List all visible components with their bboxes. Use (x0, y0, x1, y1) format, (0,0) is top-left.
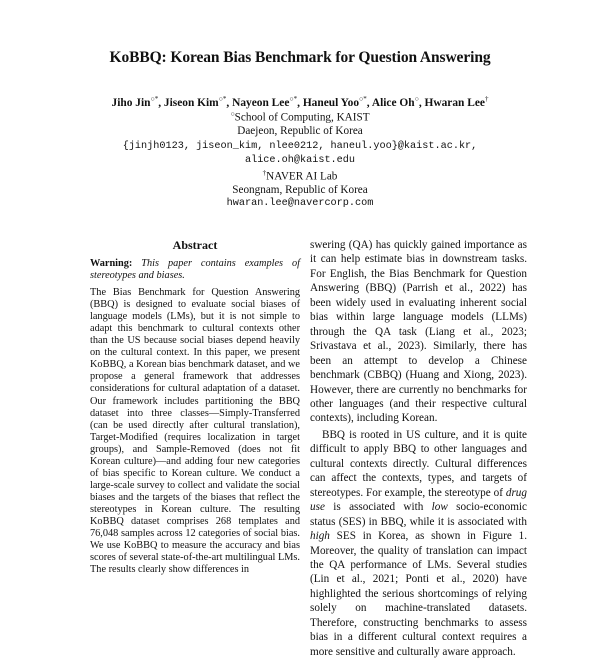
abstract-heading: Abstract (172, 238, 218, 252)
author: Jiho Jin○*, (111, 95, 164, 109)
affiliation-naver-name: †NAVER AI Lab (262, 169, 338, 183)
author: Alice Oh○, (371, 95, 425, 109)
intro-paragraph: BBQ is rooted in US culture, and it is quite difficult to apply BBQ to other languages and cultural contexts directly. Cultural differences can affect the contexts, types, and targets of stereotypes. For example, the stereotype of drug use is associated with low socio-economic status (SES) in BBQ, while it is associated with high SES in Korea, as shown in Figure 1. Moreover, the quality of translation can impact the QA performance of LMs. Several studies (Lin et al., 2021; Ponti et al., 2020) have highlighted the serious shortcomings of relying solely on machine-translated datasets. Therefore, constructing benchmarks to assess bias in a different cultural context requires a more sensitive and culturally aware approach. (310, 428, 527, 658)
intro-paragraph: swering (QA) has quickly gained importance as it can help estimate bias in downstream tasks. For English, the Bias Benchmark for Question Answering (BBQ) (Parrish et al., 2022) has been widely used in evaluating inherent social bias within large language models (LLMs) through the QA task (Liang et al., 2023; Srivastava et al., 2023). Similarly, there has been an attempt to develop a Chinese benchmark (CBBQ) (Huang and Xiong, 2023). However, there are currently no benchmarks for other languages (and their respective cultural contexts), including Korean. (310, 239, 527, 425)
affiliation-kaist-name: ○School of Computing, KAIST (230, 110, 370, 124)
paper-title: KoBBQ: Korean Bias Benchmark for Question Answering (109, 49, 491, 66)
kaist-emails: {jinjh0123, jiseon_kim, nlee0212, haneul.yoo}@kaist.ac.kr, (122, 141, 478, 152)
author: Nayeon Lee○*, (232, 95, 303, 109)
abstract-body: The Bias Benchmark for Question Answering (BBQ) is designed to evaluate social biases of language models (LMs), but it is not simple to adapt this benchmark to cultural contexts other than the US because social biases depend heavily on the cultural context. In this paper, we present KoBBQ, a Korean bias benchmark dataset, and we propose a general framework that addresses considerations for cultural adaptation of a dataset. Our framework includes partitioning the BBQ dataset into three classes—Simply-Transferred (can be used directly after cultural translation), Target-Modified (requires localization in target groups), and Sample-Removed (does not fit Korean culture)—and adding four new categories of bias specific to Korean culture. We conduct a large-scale survey to collect and validate the social biases and the targets of the biases that reflect the stereotypes in Korean culture. The resulting KoBBQ dataset comprises 268 templates and 76,048 samples across 12 categories of social bias. We use KoBBQ to measure the accuracy and bias scores of several state-of-the-art multilingual LMs. The results clearly show differences in (90, 287, 300, 576)
affiliation-kaist-location: Daejeon, Republic of Korea (237, 125, 363, 137)
affiliation-naver-location: Seongnam, Republic of Korea (232, 184, 368, 196)
author: Haneul Yoo○*, (302, 95, 372, 109)
abstract-column (90, 258, 300, 581)
content-warning: Warning: This paper contains examples of stereotypes and biases. (90, 258, 300, 282)
naver-email: hwaran.lee@navercorp.com (226, 198, 374, 209)
author: Hwaran Lee† (424, 95, 489, 109)
author: Jiseon Kim○*, (163, 95, 233, 109)
introduction-column (310, 238, 527, 659)
kaist-email-alice: alice.oh@kaist.edu (244, 155, 356, 166)
author-list (0, 95, 600, 109)
